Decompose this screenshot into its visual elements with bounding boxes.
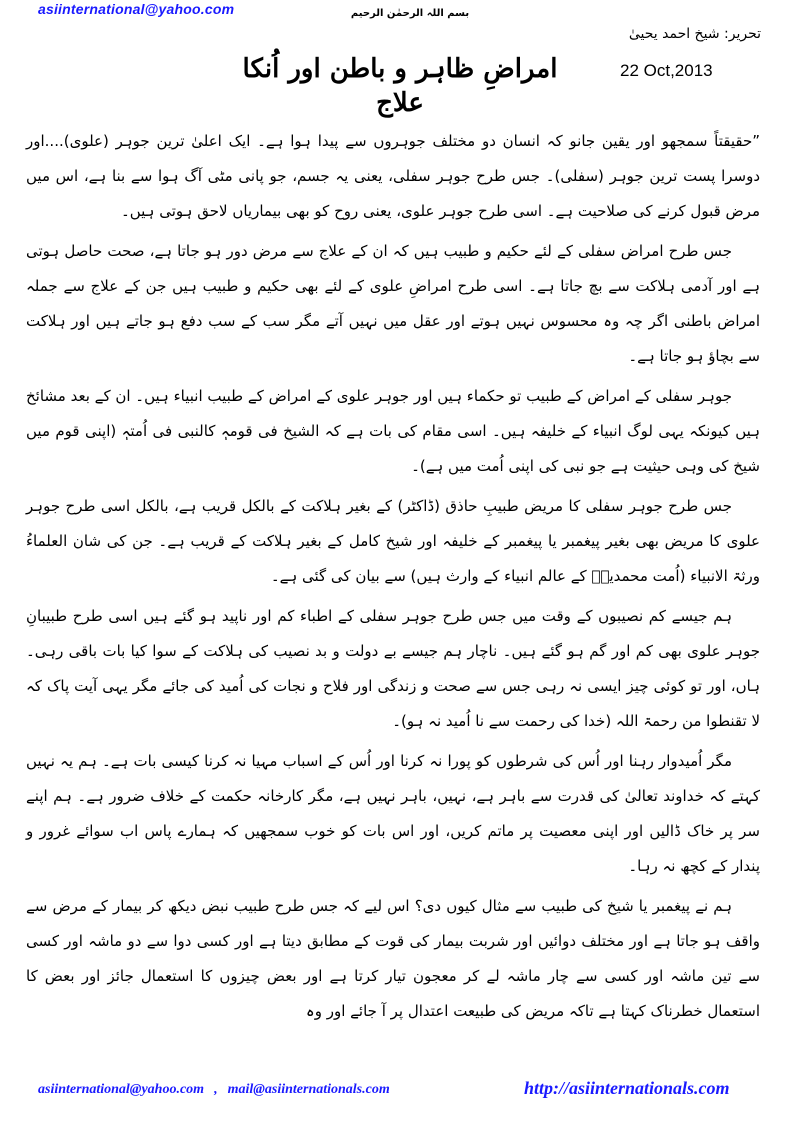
paragraph-5: ہم جیسے کم نصیبوں کے وقت میں جس طرح جوہر سفلی کے اطباء کم اور ناپید ہو گئے ہیں اسی طرح طبیبانِ جوہر علوی بھی کم اور گم ہو گئے ہیں۔ ناچار ہم جیسے بے دولت و بد نصیب کی ہلاکت کے سوا کیا بات باقی رہی۔ ہاں، اور تو کوئی چیز ایسی نہ رہی جس سے صحت و زندگی اور فلاح و نجات کی اُمید کی جائے مگر یہی آیت پاک کہ لا تقنطوا من رحمۃ اللہ (خدا کی رحمت سے نا اُمید نہ ہو)۔ bbox=[26, 607, 760, 730]
page-title: امراضِ ظاہر و باطن اور اُنکا علاج bbox=[242, 54, 558, 119]
publish-date: 22 Oct,2013 bbox=[620, 61, 713, 80]
paragraph-1: ”حقیقتاً سمجھو اور یقین جانو کہ انسان دو مختلف جوہروں سے پیدا ہوا ہے۔ ایک اعلیٰ ترین جوہر (علوی)....اور دوسرا پست ترین جوہر (سفلی)۔ جس طرح جوہر سفلی، یعنی یہ جسم، جو پانی مٹی آگ ہوا سے بنا ہے، اس میں مرض قبول کرنے کی صلاحیت ہے۔ اسی طرح جوہر علوی، یعنی روح کو بھی بیماریاں لاحق ہوتی ہیں۔ bbox=[26, 132, 760, 220]
paragraph-2: جس طرح امراض سفلی کے لئے حکیم و طبیب ہیں کہ ان کے علاج سے مرض دور ہو جاتا ہے، صحت حاصل ہوتی ہے اور آدمی ہلاکت سے بچ جاتا ہے۔ اسی طرح امراضِ علوی کے لئے بھی حکیم و طبیب ہیں جن کے علاج سے جملہ امراض باطنی اگر چہ وہ محسوس نہیں ہوتے اور عقل میں نہیں آتے مگر سب کے سب دفع ہو جاتے ہیں اور ہلاکت سے بچاؤ ہو جاتا ہے۔ bbox=[26, 242, 760, 365]
article-body bbox=[26, 124, 760, 1029]
paragraph-6: مگر اُمیدوار رہنا اور اُس کی شرطوں کو پورا نہ کرنا اور اُس کے اسباب مہیا نہ کرنا کیسی بات ہے۔ ہم یہ نہیں کہتے کہ خداوند تعالیٰ کی قدرت سے باہر ہے، نہیں، باہر نہیں ہے، مگر کارخانہ حکمت کے خلاف ضرور ہے۔ ہم اپنے سر پر خاک ڈالیں اور اپنی معصیت پر ماتم کریں، اور اس بات کو خوب سمجھیں کہ ہمارے پاس اب سوائے غرور و پندار کے کچھ نہ رہا۔ bbox=[26, 752, 760, 875]
paragraph-7: ہم نے پیغمبر یا شیخ کی طبیب سے مثال کیوں دی؟ اس لیے کہ جس طرح طبیب نبض دیکھ کر بیمار کے مرض سے واقف ہو جاتا ہے اور مختلف دوائیں اور شربت بیمار کی قوت کے مطابق دیتا ہے اور کسی دوا سے دو ماشہ اور کسی سے تین ماشہ اور کسی سے چار ماشہ لے کر معجون تیار کرتا ہے اور بعض چیزوں کا استعمال جائز اور بعض کا استعمال خطرناک کہتا ہے تاکہ مریض کی طبیعت اعتدال پر آ جائے اور وہ bbox=[26, 897, 760, 1020]
author-byline: تحریر: شیخ احمد یحییٰ bbox=[628, 26, 761, 42]
footer-email-link-1[interactable]: asiinternational@yahoo.com bbox=[38, 1082, 205, 1097]
footer-emails bbox=[38, 1082, 390, 1098]
paragraph-4: جس طرح جوہر سفلی کا مریض طبیبِ حاذق (ڈاکٹر) کے بغیر ہلاکت کے بالکل قریب ہے، بالکل اسی طرح جوہر علوی کا مریض بھی بغیر پیغمبر یا پیغمبر کے خلیفہ اور شیخ کامل کے بغیر ہلاکت کے قریب ہے۔ جن کی شان العلماءُ ورثۃ الانبیاء (اُمت محمدیہؐ کے عالم انبیاء کے وارث ہیں) سے بیان کی گئی ہے۔ bbox=[26, 497, 760, 585]
footer-email-link-2[interactable]: mail@asiinternationals.com bbox=[227, 1082, 390, 1097]
header-email-link[interactable]: asiinternational@yahoo.com bbox=[38, 1, 235, 17]
bismillah-text: بسم اللہ الرحمٰن الرحیم bbox=[350, 8, 470, 19]
footer-separator: , bbox=[214, 1082, 218, 1097]
footer-website-link[interactable]: http://asiinternationals.com bbox=[524, 1078, 730, 1098]
paragraph-3: جوہر سفلی کے امراض کے طبیب تو حکماء ہیں اور جوہر علوی کے امراض کے طبیب انبیاء ہیں۔ ان کے بعد مشائخ ہیں کیونکہ یہی لوگ انبیاء کے خلیفہ ہیں۔ اسی مقام کی بات ہے کہ الشیخ فی قومہٖ کالنبی فی اُمتہٖ (اپنی قوم میں شیخ کی وہی حیثیت ہے جو نبی کی اپنی اُمت میں ہے)۔ bbox=[25, 387, 760, 475]
